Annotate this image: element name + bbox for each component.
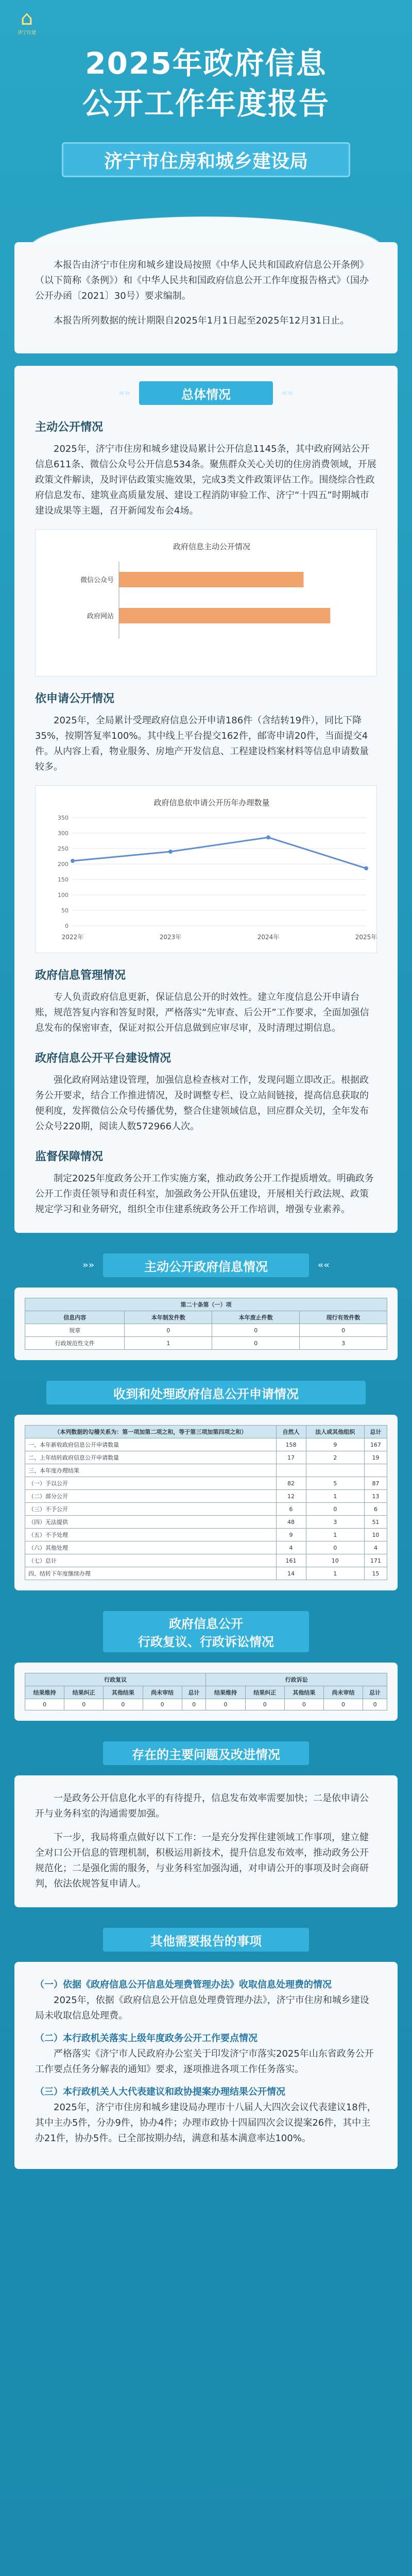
table-cell: 0 [323,1699,363,1710]
table-cell: 5 [306,1477,364,1490]
chart-bar [119,572,304,587]
table-cell: 19 [364,1451,387,1464]
table-cell [306,1464,364,1477]
table-header-cell: 法人或其他组织 [306,1426,364,1438]
table-header-cell: 本年制发件数 [125,1311,212,1324]
request-section [0,1381,412,1590]
header-wave [0,211,412,242]
info-management-text: 专人负责政府信息更新，保证信息公开的时效性。建立年度信息公开申请台账，规范答复内容和答复时限，严格落实“先审查、后公开”工作要求，全面加强信息发布的保密审查，保证对拟公开信息做到应审尽审，及时清理过期信息。 [35,992,369,1033]
table-row [25,1451,387,1464]
table-header-row [25,1426,387,1438]
info-management-heading: 政府信息管理情况 [35,969,126,982]
active-disclosure-text: 2025年，济宁市住房和城乡建设局累计公开信息1145条，其中政府网站公开信息611条、微信公众号公开信息534条。聚焦群众关心关切的住房消费领域，开展政策文件解读，及时评估政策实施效果，完成3类文件政策评估工作。围绕综合性政府信息发布、建筑业高质量发展、建设工程消防审验工作、济宁“十四五”时期城市建设成果等主题，召开新闻发布会4场。 [35,444,376,516]
table-cell: 四、结转下年度继续办理 [25,1567,277,1580]
table-cell: 3 [306,1516,364,1529]
other-item-2 [35,2031,377,2077]
other-section [0,1928,412,2169]
table-cell: 1 [306,1529,364,1541]
table-cell: 6 [364,1503,387,1516]
other-item-3-text: 2025年，济宁市住房和城乡建设局办理市十八届人大四次会议代表建议18件，其中主办5件，分办9件，协办4件；办理市政协十四届四次会议提案26件，其中主办21件，协办5件。已全部按期办结，满意和基本满意率达100%。 [35,2102,376,2144]
review-table-card [14,1663,398,1721]
chart-tick-label: 150 [58,876,68,883]
active-disclosure-table [25,1298,387,1350]
table-header-cell: 结果纠正 [245,1686,284,1699]
chart-point [168,850,173,854]
table-row [25,1516,387,1529]
table-cell: 0 [212,1337,300,1350]
request-disclosure-heading: 依申请公开情况 [35,692,115,705]
other-item-2-heading: （二）本行政机关落实上级年度政务公开工作要点情况 [35,2033,258,2044]
chart-series-line [73,837,366,868]
table-header-cell: 总计 [363,1686,387,1699]
table-row [25,1554,387,1567]
table-header-cell: 结果维持 [25,1686,64,1699]
chart-point [364,866,368,870]
chevron-right-icon: «« [281,387,294,398]
table-header-cell: 尚未审结 [323,1686,363,1699]
table-cell: 171 [364,1554,387,1567]
table-cell: 3 [300,1337,387,1350]
agency-name-banner: 济宁市住房和城乡建设局 [62,142,350,177]
other-item-3 [35,2084,377,2146]
chart-x-label: 2023年 [159,934,182,941]
table-header-cell: 结果纠正 [64,1686,104,1699]
table-cell: （五）不予处理 [25,1529,277,1541]
table-header-cell: 总计 [182,1686,206,1699]
other-item-3-heading: （三）本行政机关人大代表建议和政协提案办理结果公开情况 [35,2087,285,2097]
chart-tick-label: 50 [61,907,68,914]
request-handling-table [25,1425,387,1580]
table-body [25,1438,387,1580]
table-subheader-row [25,1686,387,1699]
table-header-cell: 总计 [364,1426,387,1438]
overview-card [14,366,398,1233]
report-title [21,12,391,124]
other-item-2-text: 严格落实《济宁市人民政府办公室关于印发济宁市落实2025年山东省政务公开工作要点任务分解表的通知》要求，逐项推进各项工作任务落实。 [35,2048,374,2075]
table-cell: 0 [182,1699,206,1710]
table-cell: 0 [300,1324,387,1337]
table-cell: （一）予以公开 [25,1477,277,1490]
platform-text: 强化政府网站建设管理，加强信息检查核对工作，发现问题立即改正。根据政务公开要求，结合工作推进情况，及时调整专栏、设立站间链接，提高信息获取的便利度，发挥微信公众号传播优势，整合住建领域信息，回应群众关切，全年发布公众号220期，阅读人数572966人次。 [35,1075,369,1132]
chart-bar [119,608,330,623]
table-cell: 4 [276,1541,306,1554]
other-item-1-text: 2025年，依据《政府信息公开信息处理费管理办法》，济宁市住房和城乡建设局未收取信息处理费。 [35,1995,369,2021]
table-cell: 0 [206,1699,245,1710]
table-header-cell: 自然人 [276,1426,306,1438]
table-cell: 12 [276,1490,306,1503]
section-title-review: 政府信息公开 行政复议、行政诉讼情况 [103,1611,309,1652]
problems-paragraph-1: 一是政务公开信息化水平的有待提升，信息发布效率需要加快；二是依申请公开与业务科室的沟通需要加强。 [35,1793,369,1819]
chart-x-label: 2024年 [257,934,280,941]
review-section [0,1611,412,1721]
review-litigation-table [25,1673,387,1710]
table-body [25,1324,387,1350]
chart-tick-label: 250 [58,845,68,852]
section-title-other: 其他需要报告的事项 [103,1928,309,1952]
table-cell: 167 [364,1438,387,1451]
table-header-cell: 信息内容 [25,1311,125,1324]
table-cell: 13 [364,1490,387,1503]
table-cell: 17 [276,1451,306,1464]
table-cell: 0 [306,1503,364,1516]
table-cell: 0 [143,1699,182,1710]
table-cell: （四）无法提供 [25,1516,277,1529]
problems-section [0,1741,412,1907]
table-cell: （六）其他处理 [25,1541,277,1554]
chart-category-label: 政府网站 [87,613,114,620]
table-cell: 0 [212,1324,300,1337]
review-head-litigation: 行政诉讼 [206,1673,387,1686]
table-body [25,1699,387,1710]
supervision-text: 制定2025年度政务公开工作实施方案，推动政务公开工作提质增效。明确政务公开工作责任领导和责任科室，加强政务公开队伍建设，开展相关行政法规、政策规定学习和业务研究，组织全市住建系统政务公开工作培训，增强专业素养。 [35,1173,374,1215]
table-cell: 二、上年结转政府信息公开申请数量 [25,1451,277,1464]
table-cell: （二）部分公开 [25,1490,277,1503]
table-cell [276,1464,306,1477]
table-cell [364,1464,387,1477]
problems-paragraph-2: 下一步，我局将重点做好以下工作：一是充分发挥住建领域工作事项，建立健全对口公开信息的管理机制，积极运用新技术，提升信息发布效率，推动政务公开规范化；二是强化需的服务，与业务科室加强沟通，对申请公开的事项及时会商研判，依法依规答复申请人。 [35,1832,369,1889]
chart-point [266,835,270,839]
table-cell: 82 [276,1477,306,1490]
table-header-cell: 现行有效件数 [300,1311,387,1324]
intro-paragraph-1: 本报告由济宁市住房和城乡建设局按照《中华人民共和国政府信息公开条例》（以下简称《条例》）和《中华人民共和国政府信息公开工作年度报告格式》（国办公开办函〔2021〕30号）要求编制。 [35,260,369,301]
other-item-1 [35,1977,377,2024]
chart-tick-label: 0 [65,923,68,929]
table-cell: 0 [363,1699,387,1710]
table-cell: 0 [284,1699,323,1710]
request-disclosure-chart [35,785,377,953]
active-section [0,1253,412,1360]
table-cell: 9 [276,1529,306,1541]
table-header-cell: 结果维持 [206,1686,245,1699]
table-cell: 0 [64,1699,104,1710]
request-line-chart [42,792,382,946]
supervision-heading: 监督保障情况 [35,1150,104,1163]
table-cell: （三）不予公开 [25,1503,277,1516]
chart-category-label: 微信公众号 [80,577,114,584]
intro-paragraph-2: 本报告所列数据的统计期限自2025年1月1日起至2025年12月31日止。 [54,315,350,326]
table-header-cell: 尚未审结 [143,1686,182,1699]
table-header-cell: （本列数据的勾稽关系为：第一项加第二项之和，等于第三项加第四项之和） [25,1426,277,1438]
chart-title: 政府信息主动公开情况 [173,542,251,551]
chart-tick-label: 300 [58,830,68,837]
table-row [25,1699,387,1710]
chevron-right-icon: «« [317,1260,330,1270]
table-cell: 1 [306,1567,364,1580]
table-cell: 51 [364,1516,387,1529]
intro-card [14,242,398,353]
section-title-requests: 收到和处理政府信息公开申请情况 [46,1381,366,1404]
table-row [25,1464,387,1477]
request-table-card [14,1415,398,1590]
table-cell: 0 [104,1699,143,1710]
table-cell: 87 [364,1477,387,1490]
chevron-left-icon: »» [118,387,131,398]
other-card [14,1962,398,2169]
table-cell: 10 [364,1529,387,1541]
chart-point [71,859,75,863]
chart-tick-label: 100 [58,892,68,899]
table-row [25,1503,387,1516]
table-cell: 14 [276,1567,306,1580]
table-cell: 6 [276,1503,306,1516]
table-header-cell: 本年废止件数 [212,1311,300,1324]
chart-tick-label: 350 [58,815,68,821]
chart-x-label: 2022年 [61,934,84,941]
table-header-row [25,1311,387,1324]
table-cell: 161 [276,1554,306,1567]
active-table-card [14,1287,398,1360]
other-item-1-heading: （一）依据《政府信息公开信息处理费管理办法》收取信息处理费的情况 [35,1979,332,1990]
table-cell: 0 [125,1324,212,1337]
table-header-cell: 其他结果 [104,1686,143,1699]
table-cell: 9 [306,1438,364,1451]
house-icon: ⌂ [20,7,33,29]
table-cell: 48 [276,1516,306,1529]
table-cell: 0 [306,1541,364,1554]
table-cell: 0 [25,1699,64,1710]
table-header-cell: 其他结果 [284,1686,323,1699]
table-row [25,1541,387,1554]
chart-x-label: 2025年 [355,934,377,941]
problems-card [14,1775,398,1907]
table-cell: 158 [276,1438,306,1451]
table-row [25,1438,387,1451]
table-cell: 0 [245,1699,284,1710]
table-row [25,1567,387,1580]
chart-tick-label: 200 [58,861,68,868]
request-disclosure-text: 2025年，全局累计受理政府信息公开申请186件（含结转19件），同比下降35%，按期答复率100%。其中线上平台提交162件，邮寄申请20件，当面提交4件。从内容上看，物业服务、房地产开发信息、工程建设档案材料等信息申请数量较多。 [35,715,369,772]
table-row [25,1490,387,1503]
title-line-2: 公开工作年度报告 [82,86,330,121]
table-cell: 三、本年度办理结果 [25,1464,277,1477]
platform-heading: 政府信息公开平台建设情况 [35,1052,171,1065]
table-row [25,1337,387,1350]
active-bar-chart [42,536,382,670]
table-cell: 行政规范性文件 [25,1337,125,1350]
logo-text: 济宁住建 [17,30,36,36]
agency-logo [11,7,42,36]
active-disclosure-chart [35,529,377,676]
table-cell: 1 [125,1337,212,1350]
chevron-left-icon: »» [82,1260,95,1270]
table-cell: 4 [364,1541,387,1554]
table-caption: 第二十条第（一）项 [25,1298,387,1311]
review-head-reconsideration: 行政复议 [25,1673,206,1686]
title-line-1: 2025年政府信息 [85,46,327,81]
section-title-active: »» 主动公开政府信息情况 «« [103,1253,309,1277]
table-cell: 15 [364,1567,387,1580]
table-cell: （七）总计 [25,1554,277,1567]
section-title-overview: »» 总体情况 «« [139,381,273,405]
table-row [25,1477,387,1490]
section-title-problems: 存在的主要问题及改进情况 [103,1741,309,1765]
table-cell: 10 [306,1554,364,1567]
table-cell: 1 [306,1490,364,1503]
table-cell: 一、本年新收政府信息公开申请数量 [25,1438,277,1451]
table-cell: 规章 [25,1324,125,1337]
table-cell: 2 [306,1451,364,1464]
report-header [0,0,412,242]
active-disclosure-heading: 主动公开情况 [35,421,104,434]
table-row [25,1324,387,1337]
table-row [25,1529,387,1541]
chart-title: 政府信息依申请公开历年办理数量 [153,798,270,807]
